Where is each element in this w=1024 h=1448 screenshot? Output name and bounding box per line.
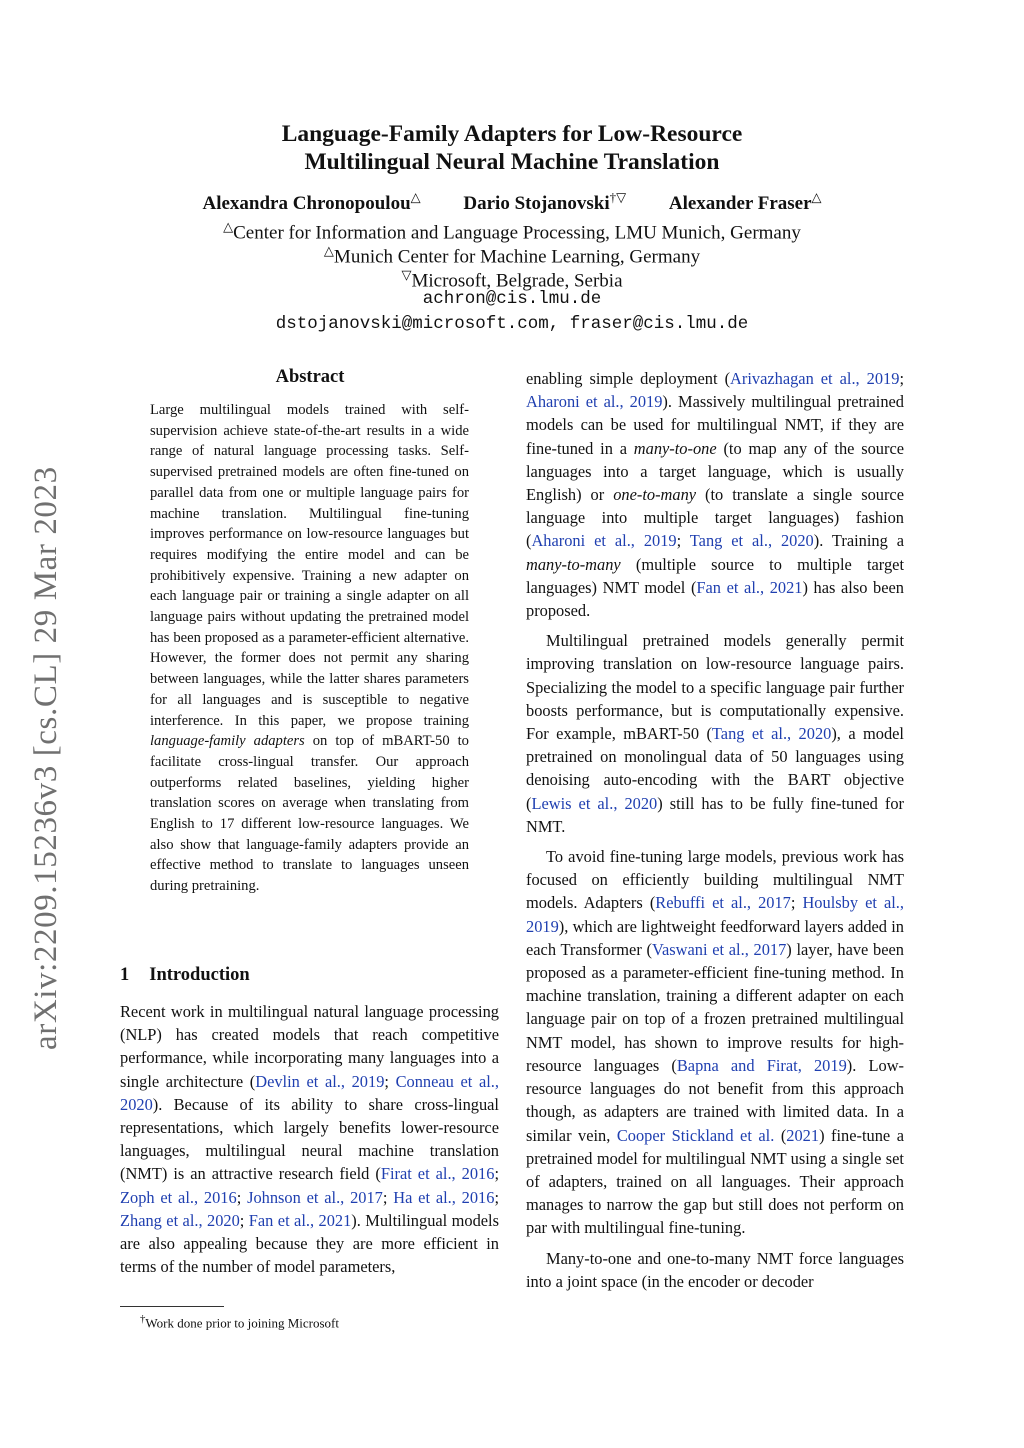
citation-link[interactable]: Aharoni et al., 2019	[526, 392, 663, 412]
citation-link[interactable]: Devlin et al., 2019	[255, 1071, 385, 1091]
citation-link[interactable]: Arivazhagan et al., 2019	[730, 369, 900, 388]
section-number: 1	[120, 965, 130, 985]
citation-link[interactable]: Bapna and Firat, 2019	[676, 1055, 847, 1075]
abstract-heading: Abstract	[275, 367, 345, 387]
left-column-text	[120, 1000, 499, 1285]
title-line-1: Language-Family Adapters for Low-Resource	[281, 121, 743, 147]
citation-link[interactable]: Fan et al., 2021	[248, 1210, 352, 1230]
author-2-mark: †▽	[609, 190, 627, 205]
citation-link[interactable]: Johnson et al., 2017	[247, 1187, 383, 1207]
citation-link[interactable]: Lewis et al., 2020	[531, 793, 658, 813]
abstract-body: Large multilingual models trained with self-supervision achieve state-of-the-art results in a wide range of natural language processing tasks. Self-supervised pretrained models are often fine-tuned on parallel data from one or multiple language pairs for machine translation. Multilingual fine-tuning improves performance on low-resource languages but requires modifying the entire model and can be prohibitively expensive. Training a new adapter on each language pair or training a single adapter on all language pairs without updating the pretrained model has been proposed as a parameter-efficient alternative. However, the former does not permit any sharing between languages, while the latter shares parameters for all languages and is susceptible to negative interference. In this paper, we propose training language-family adapters on top of mBART-50 to facilitate cross-lingual transfer. Our approach outperforms related baselines, yielding higher translation scores on average when translating from English to 17 different low-resource languages. We also show that language-family adapters provide an effective method to translate to languages unseen during pretraining.	[150, 402, 469, 895]
footnote-divider	[120, 1306, 224, 1307]
author-1: Alexandra Chronopoulou△	[202, 190, 421, 215]
right-paragraph-2: Multilingual pretrained models generally permit improving translation on low-resource language pairs. Specializing the model to a specific language pair further boosts performance, but is computationally expensive. For example, mBART-50 (Tang et al., 2020), a model pretrained on monolingual data of 50 languages using denoising auto-encoding with the BART objective (Lewis et al., 2020) still has to be fully fine-tuned for NMT.	[526, 631, 904, 836]
abstract-emphasis: language-family adapters	[150, 733, 305, 750]
section-title: Introduction	[149, 965, 250, 985]
paper-title	[0, 120, 1024, 176]
affiliation-1: △Center for Information and Language Processing, LMU Munich, Germany	[223, 219, 801, 244]
arxiv-stamp: arXiv:2209.15236v3 [cs.CL] 29 Mar 2023	[28, 466, 64, 1050]
right-paragraph-3: To avoid fine-tuning large models, previous work has focused on efficiently building multilingual NMT models. Adapters (Rebuffi et al., 2017; Houlsby et al., 2019), which are lightweight feedforward layers added in each Transformer (Vaswani et al., 2017) layer, have been proposed as a parameter-efficient fine-tuning method. In machine translation, training a different adapter on each language pair on top of a frozen pretrained multilingual NMT model, has shown to improve results for high-resource languages (Bapna and Firat, 2019). Low-resource languages do not benefit from this approach though, as adapters are trained with limited data. In a similar vein, Cooper Stickland et al. (2021) fine-tune a pretrained model for multilingual NMT using a single set of adapters, trained on all languages. Their approach manages to narrow the gap but still does not perform on par with multilingual fine-tuning.	[526, 847, 904, 1238]
citation-link[interactable]: Ha et al., 2016	[393, 1187, 495, 1207]
citation-link[interactable]: Houlsby et al., 2019	[526, 893, 904, 936]
citation-link[interactable]: Firat et al., 2016	[380, 1164, 495, 1184]
email-line-1: achron@cis.lmu.de	[422, 289, 602, 309]
citation-link[interactable]: Rebuffi et al., 2017	[655, 893, 791, 913]
citation-link[interactable]: Zoph et al., 2016	[120, 1187, 237, 1207]
author-2: Dario Stojanovski†▽	[463, 190, 627, 215]
author-list	[0, 190, 1024, 215]
author-1-mark: △	[410, 190, 421, 205]
citation-link[interactable]: 2021	[786, 1125, 820, 1145]
citation-link[interactable]: Vaswani et al., 2017	[651, 939, 787, 959]
author-3: Alexander Fraser△	[668, 190, 822, 215]
intro-paragraph-1: Recent work in multilingual natural language processing (NLP) has created models that reach competitive performance, while incorporating many languages into a single architecture (Devlin et al., 2019; Conneau et al., 2020). Because of its ability to share cross-lingual representations, which largely benefits lower-resource languages, multilingual neural machine translation (NMT) is an attractive research field (Firat et al., 2016; Zoph et al., 2016; Johnson et al., 2017; Ha et al., 2016; Zhang et al., 2020; Fan et al., 2021). Multilingual models are also appealing because they are more efficient in terms of the number of model parameters,	[120, 1002, 500, 1277]
citation-link[interactable]: Zhang et al., 2020	[120, 1210, 240, 1230]
citation-link[interactable]: Tang et al., 2020	[689, 531, 814, 551]
citation-link[interactable]: Cooper Stickland et al.	[616, 1125, 775, 1145]
right-paragraph-1: enabling simple deployment (Arivazhagan et al., 2019; Aharoni et al., 2019). Massively multilingual pretrained models can be used for multilingual NMT, if they are fine-tuned in a many-to-one (to map any of the source languages into a target language, which is usually English) or one-to-many (to translate a single source language into multiple target languages) fashion (Aharoni et al., 2019; Tang et al., 2020). Training a many-to-many (multiple source to multiple target languages) NMT model (Fan et al., 2021) has also been proposed.	[526, 369, 905, 621]
affiliation-2: △Munich Center for Machine Learning, Germany	[323, 243, 701, 268]
title-line-2: Multilingual Neural Machine Translation	[304, 149, 720, 175]
citation-link[interactable]: Conneau et al., 2020	[120, 1071, 500, 1114]
affiliation-3: ▽Microsoft, Belgrade, Serbia	[401, 267, 623, 292]
citation-link[interactable]: Aharoni et al., 2019	[531, 531, 677, 551]
author-3-mark: △	[811, 190, 822, 205]
section-heading-introduction	[120, 965, 250, 986]
right-paragraph-4: Many-to-one and one-to-many NMT force languages into a joint space (in the encoder or decoder	[526, 1248, 904, 1291]
citation-link[interactable]: Fan et al., 2021	[696, 577, 803, 597]
footnote-mark: †	[140, 1313, 146, 1325]
right-column-text	[526, 367, 904, 1300]
email-line-2: dstojanovski@microsoft.com, fraser@cis.lmu.de	[275, 314, 749, 334]
footnote: †Work done prior to joining Microsoft	[140, 1313, 339, 1331]
citation-link[interactable]: Tang et al., 2020	[711, 724, 832, 744]
